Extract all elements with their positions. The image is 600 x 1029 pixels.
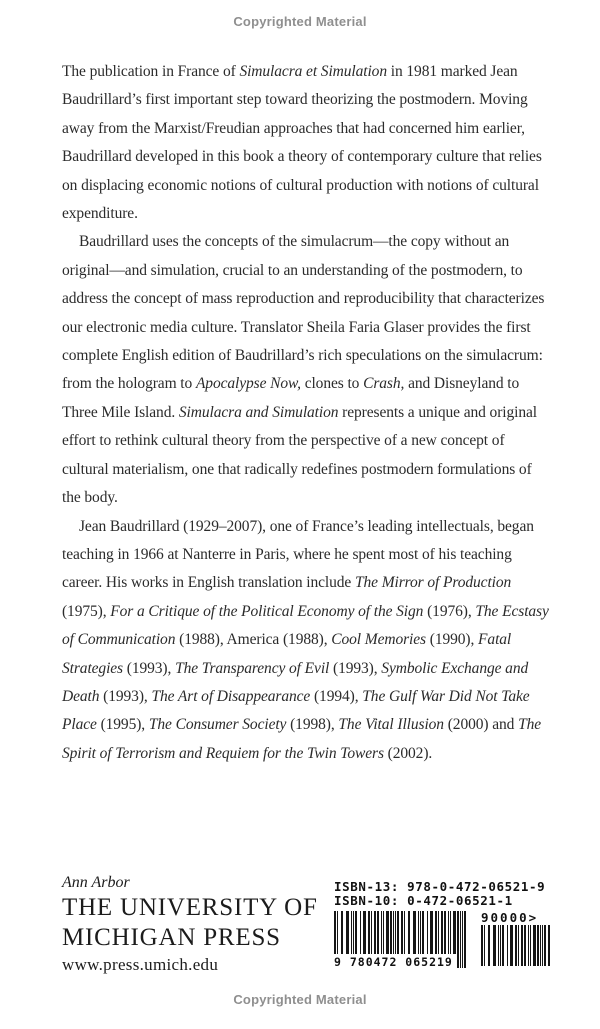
- paragraph: Jean Baudrillard (1929–2007), one of France’s leading intellectuals, began teaching in 1966 at Nanterre in Paris, where he spent most of his teaching career. His works in English translation include The Mirror of Production (1975), For a Critique of the Political Economy of the Sign (1976), The Ecstasy of Communication (1988), America (1988), Cool Memories (1990), Fatal Strategies (1993), The Transparency of Evil (1993), Symbolic Exchange and Death (1993), The Art of Disappearance (1994), The Gulf War Did Not Take Place (1995), The Consumer Society (1998), The Vital Illusion (2000) and The Spirit of Terrorism and Requiem for the Twin Towers (2002).: [62, 517, 549, 762]
- barcode-bars-row: [334, 911, 558, 968]
- barcode-supplement: [481, 911, 555, 968]
- publisher-name-line2: MICHIGAN PRESS: [62, 924, 281, 951]
- paragraph: Baudrillard uses the concepts of the simulacrum—the copy without an original—and simulation, crucial to an understanding of the postmodern, to address the concept of mass reproduction and reproducibility that characterizes our electronic media culture. Translator Sheila Faria Glaser provides the first complete English edition of Baudrillard’s rich speculations on the simulacrum: from the hologram to Apocalypse Now, clones to Crash, and Disneyland to Three Mile Island. Simulacra and Simulation represents a unique and original effort to rethink cultural theory from the perspective of a new concept of cultural materialism, one that radically redefines postmodern formulations of the body.: [62, 233, 545, 507]
- back-cover-text: [62, 58, 549, 768]
- isbn10-label: ISBN-10: 0-472-06521-1: [334, 893, 513, 908]
- publisher-website-label: www.press.umich.edu: [62, 955, 219, 974]
- isbn-barcode-block: [334, 880, 558, 968]
- copyright-material-bottom-label: Copyrighted Material: [233, 992, 367, 1007]
- barcode-main: [334, 911, 472, 968]
- paragraph: The publication in France of Simulacra et Simulation in 1981 marked Jean Baudrillard’s first important step toward theorizing the postmodern. Moving away from the Marxist/Freudian approaches that had concerned him earlier, Baudrillard developed in this book a theory of contemporary culture that relies on displacing economic notions of cultural production with notions of cultural expenditure.: [62, 63, 542, 223]
- barcode-supplement-bars: [481, 925, 555, 966]
- price-code-label: 90000>: [481, 910, 539, 925]
- publisher-block: [62, 872, 318, 976]
- copyright-material-top-label: Copyrighted Material: [233, 14, 367, 29]
- publisher-name-line1: THE UNIVERSITY OF: [62, 894, 318, 921]
- isbn13-label: ISBN-13: 978-0-472-06521-9: [334, 879, 546, 894]
- publisher-city-label: Ann Arbor: [62, 874, 130, 891]
- ean-digits-label: 9 780472 065219: [334, 954, 456, 968]
